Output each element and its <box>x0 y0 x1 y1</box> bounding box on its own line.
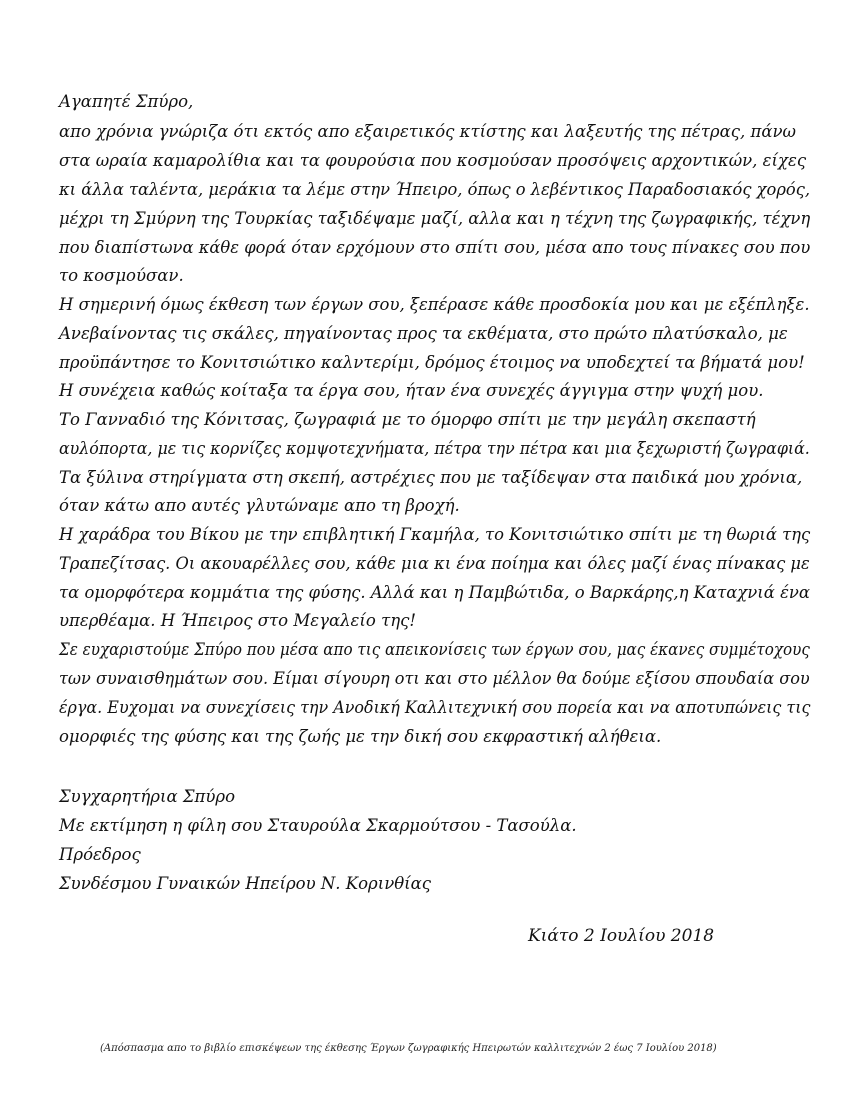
body-line: Η σημερινή όμως έκθεση των έργων σου, ξεπέρασε κάθε προσδοκία μου και με εξέπληξε. <box>59 295 810 314</box>
body-line: Η συνέχεια καθώς κοίταξα τα έργα σου, ήταν ένα συνεχές άγγιγμα στην ψυχή μου. <box>59 381 764 400</box>
body-line: μέχρι τη Σμύρνη της Τουρκίας ταξιδέψαμε μαζί, αλλα και η τέχνη της ζωγραφικής, τέχνη <box>59 209 811 228</box>
letter-greeting: Αγαπητέ Σπύρο, <box>59 92 194 111</box>
body-line: Η χαράδρα του Βίκου με την επιβλητική Γκαμήλα, το Κονιτσιώτικο σπίτι με τη θωριά της <box>59 525 811 544</box>
body-line: έργα. Ευχομαι να συνεχίσεις την Ανοδική Καλλιτεχνική σου πορεία και να αποτυπώνεις τις <box>59 698 811 717</box>
body-line: ομορφιές της φύσης και της ζωής με την δική σου εκφραστική αλήθεια. <box>59 727 662 746</box>
body-line: απο χρόνια γνώριζα ότι εκτός απο εξαιρετικός κτίστης και λαξευτής της πέτρας, πάνω <box>59 122 796 141</box>
body-line: το κοσμούσαν. <box>59 266 184 285</box>
footnote: (Απόσπασμα απο το βιβλίο επισκέψεων της έκθεσης Έργων ζωγραφικής Ηπειρωτών καλλιτεχνών 2 έως 7 Ιουλίου 2018) <box>100 1043 717 1054</box>
signature-congrats: Συγχαρητήρια Σπύρο <box>59 787 236 806</box>
body-line: που διαπίστωνα κάθε φορά όταν ερχόμουν στο σπίτι σου, μέσα απο τους πίνακες σου που <box>59 238 811 257</box>
body-line: Σε ευχαριστούμε Σπύρο που μέσα απο τις απεικονίσεις των έργων σου, μας έκανες συμμέτοχους <box>59 640 810 659</box>
body-line: Το Γανναδιό της Κόνιτσας, ζωγραφιά με το όμορφο σπίτι με την μεγάλη σκεπαστή <box>59 410 756 429</box>
body-line: τα ομορφότερα κομμάτια της φύσης. Αλλά και η Παμβώτιδα, ο Βαρκάρης,η Καταχνιά ένα <box>59 583 811 602</box>
body-line: Τα ξύλινα στηρίγματα στη σκεπή, αστρέχιες που με ταξίδεψαν στα παιδικά μου χρόνια, <box>59 468 803 487</box>
signature-name: Με εκτίμηση η φίλη σου Σταυρούλα Σκαρμούτσου - Τασούλα. <box>59 816 577 835</box>
body-line: όταν κάτω απο αυτές γλυτώναμε απο τη βροχή. <box>59 496 460 515</box>
body-line: στα ωραία καμαρολίθια και τα φουρούσια που κοσμούσαν προσόψεις αρχοντικών, είχες <box>59 151 807 170</box>
signature-organization: Συνδέσμου Γυναικών Ηπείρου Ν. Κορινθίας <box>59 874 432 893</box>
body-line: υπερθέαμα. Η Ήπειρος στο Μεγαλείο της! <box>59 611 416 630</box>
body-line: αυλόπορτα, με τις κορνίζες κομψοτεχνήματα, πέτρα την πέτρα και μια ξεχωριστή ζωγραφιά. <box>59 439 810 458</box>
body-line: προϋπάντησε το Κονιτσιώτικο καλντερίμι, δρόμος έτοιμος να υποδεχτεί τα βήματά μου! <box>59 353 805 372</box>
letter-date: Κιάτο 2 Ιουλίου 2018 <box>528 926 715 946</box>
body-line: Ανεβαίνοντας τις σκάλες, πηγαίνοντας προς τα εκθέματα, στο πρώτο πλατύσκαλο, με <box>59 324 788 343</box>
body-line: κι άλλα ταλέντα, μεράκια τα λέμε στην Ήπειρο, όπως ο λεβέντικος Παραδοσιακός χορός, <box>59 180 811 199</box>
body-line: των συναισθημάτων σου. Είμαι σίγουρη οτι και στο μέλλον θα δούμε εξίσου σπουδαία σου <box>59 669 810 688</box>
signature-role: Πρόεδρος <box>59 845 141 864</box>
body-line: Τραπεζίτσας. Οι ακουαρέλλες σου, κάθε μια κι ένα ποίημα και όλες μαζί ένας πίνακας με <box>59 554 810 573</box>
